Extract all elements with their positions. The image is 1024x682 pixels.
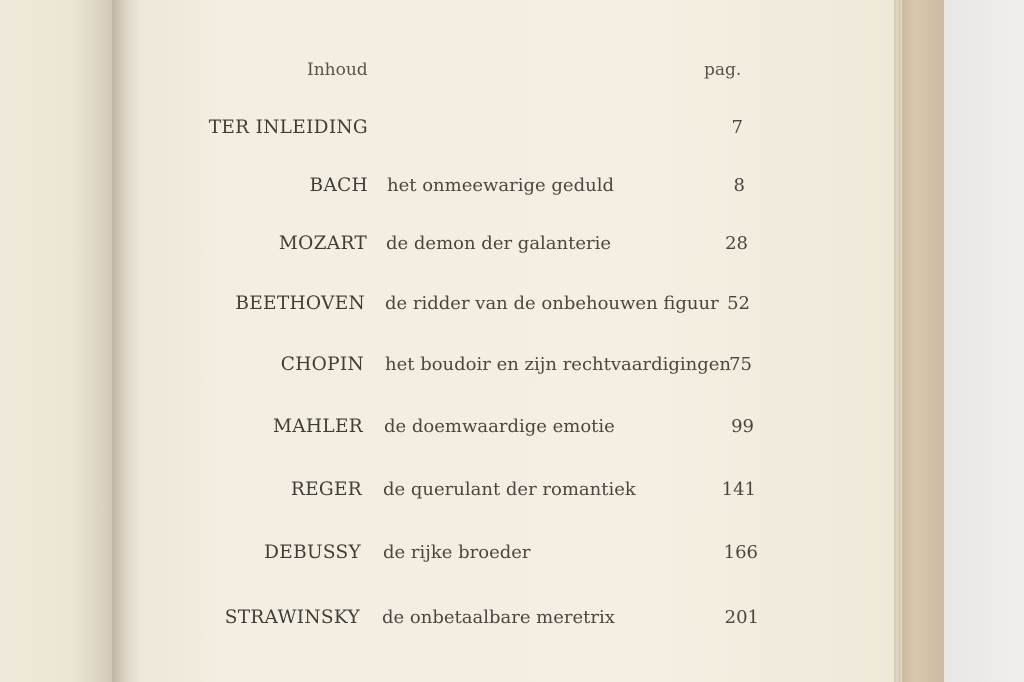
toc-page-number: 28 — [725, 233, 748, 254]
toc-subtitle: het onmeewarige geduld — [387, 175, 614, 196]
left-page — [0, 0, 118, 682]
toc-subtitle: de querulant der romantiek — [383, 479, 636, 500]
toc-composer: MOZART — [278, 233, 367, 254]
toc-page-number: 52 — [727, 293, 750, 314]
toc-composer: TER INLEIDING — [208, 117, 368, 138]
book-gutter — [112, 0, 142, 682]
toc-subtitle: de demon der galanterie — [386, 233, 612, 254]
toc-composer: REGER — [290, 479, 362, 500]
toc-composer: DEBUSSY — [264, 542, 361, 563]
toc-page-number: 8 — [733, 175, 745, 196]
toc-page-number: 166 — [723, 542, 758, 563]
toc-subtitle: de onbetaalbare meretrix — [382, 607, 615, 628]
toc-composer: BEETHOVEN — [235, 293, 365, 314]
right-page — [128, 0, 894, 682]
toc-heading: Inhoud — [307, 60, 368, 80]
page-column-heading: pag. — [704, 60, 742, 80]
book-cover-edge — [900, 0, 944, 682]
toc-composer: MAHLER — [273, 416, 363, 437]
toc-composer: BACH — [309, 175, 368, 196]
toc-page-number: 75 — [729, 354, 752, 375]
toc-subtitle: de rijke broeder — [383, 542, 531, 563]
toc-subtitle: het boudoir en zijn rechtvaardigingen — [385, 354, 732, 375]
table-surface — [944, 0, 1024, 682]
toc-page-number: 99 — [731, 416, 754, 437]
toc-composer: STRAWINSKY — [224, 607, 360, 628]
toc-subtitle: de ridder van de onbehouwen figuur — [385, 293, 719, 314]
toc-composer: CHOPIN — [280, 354, 364, 375]
toc-page-number: 201 — [724, 607, 759, 628]
toc-page-number: 141 — [721, 479, 756, 500]
toc-subtitle: de doemwaardige emotie — [384, 416, 615, 437]
toc-page-number: 7 — [731, 117, 743, 138]
